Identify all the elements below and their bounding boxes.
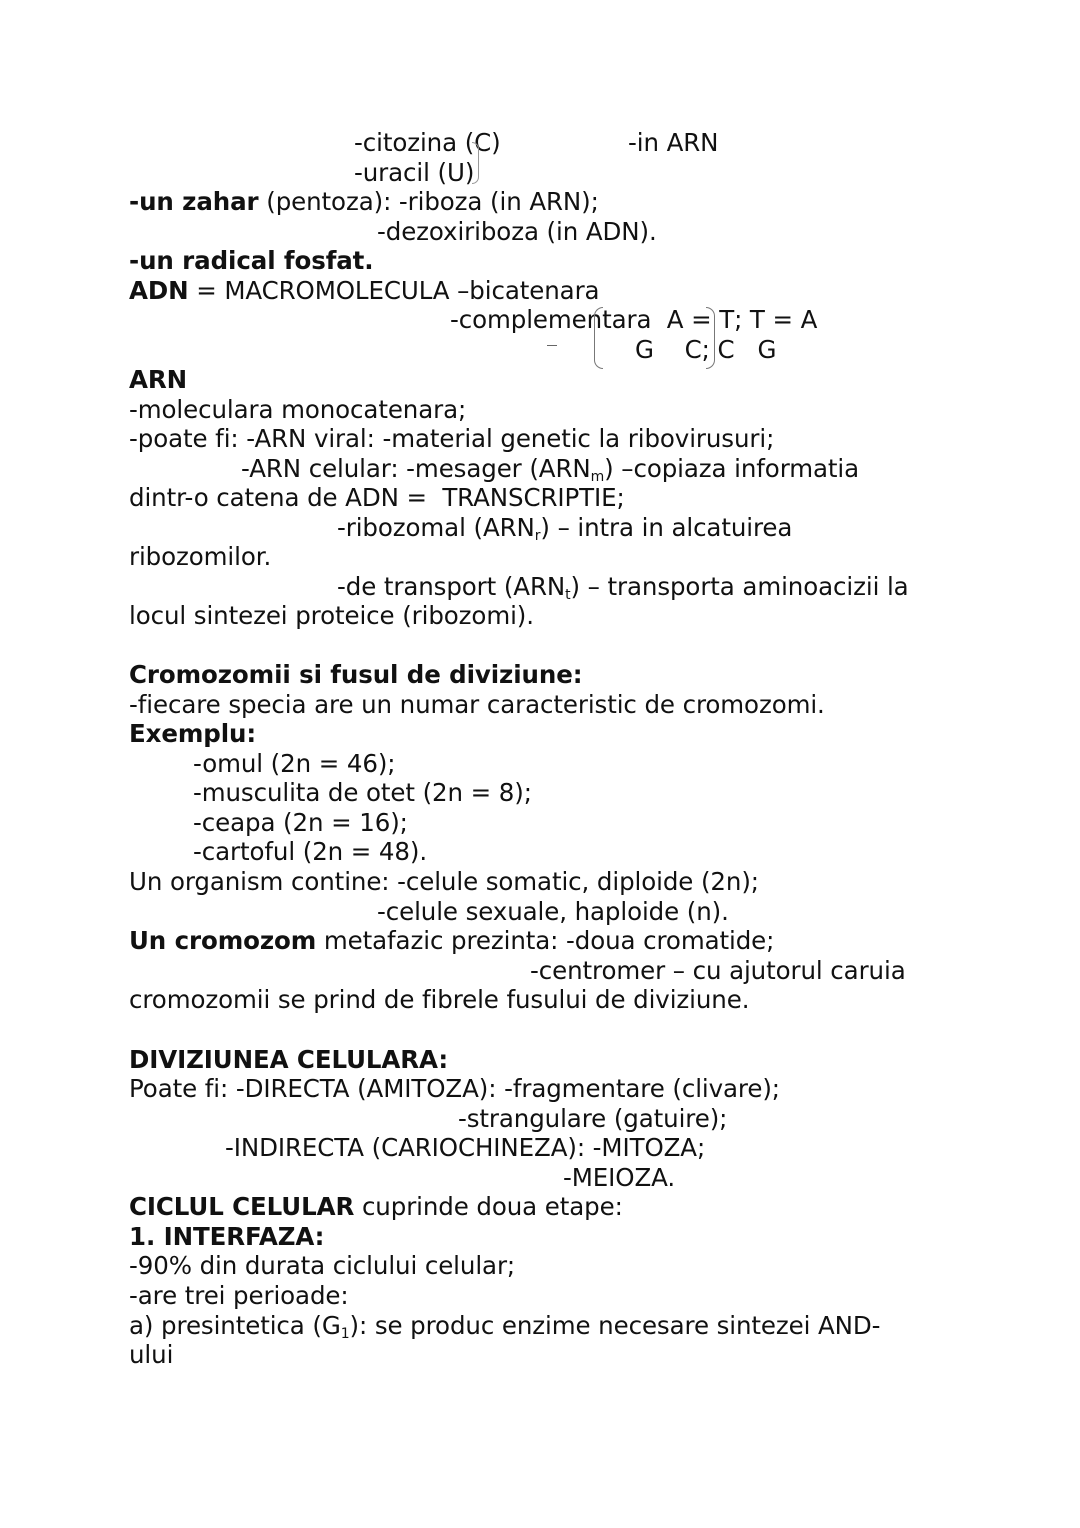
arn-ribozomal-prefix: -ribozomal (ARN (337, 513, 535, 542)
sugar-line (129, 187, 599, 217)
adn-bicatenara: = MACROMOLECULA –bicatenara (188, 276, 600, 305)
base-in-arn-label: -in ARN (628, 128, 719, 157)
adn-definition (129, 276, 599, 306)
phosphate-line: -un radical fosfat. (129, 246, 374, 275)
arn-celular-prefix: -ARN celular: -mesager (ARN (241, 454, 591, 483)
g1-suffix: ): se produc enzime necesare sintezei AND- (349, 1311, 881, 1340)
cromozom-rest: metafazic prezinta: -doua cromatide; (316, 926, 775, 955)
adn-complementara: -complementara A = T; T = A (450, 305, 818, 334)
arn-ribozomal-cont: ribozomilor. (129, 542, 272, 571)
arn-celular-suffix: ) –copiaza informatia (604, 454, 860, 483)
chromosomes-intro: -fiecare specia are un numar caracteristic de cromozomi. (129, 690, 825, 719)
arn-ribozomal-suffix: ) – intra in alcatuirea (540, 513, 793, 542)
arn-r-subscript: r (534, 528, 541, 544)
g1-line (129, 1311, 880, 1350)
arn-line-1: -moleculara monocatenara; (129, 395, 467, 424)
bracket-right (706, 307, 715, 369)
cromozom-label: Un cromozom (129, 926, 317, 955)
centromer-cont: cromozomii se prind de fibrele fusului de diviziune. (129, 985, 750, 1014)
stray-dash (547, 345, 557, 346)
cromozom-line (129, 926, 774, 956)
adn-pairs-gc: G C; C G (635, 335, 777, 364)
brace-bases (472, 142, 479, 184)
arn-celular-cont: dintr-o catena de ADN = TRANSCRIPTIE; (129, 483, 625, 512)
division-directa: Poate fi: -DIRECTA (AMITOZA): -fragmentare (clivare); (129, 1074, 780, 1103)
cell-cycle-rest: cuprinde doua etape: (354, 1192, 623, 1221)
arn-transport-suffix: ) – transporta aminoacizii la (570, 572, 909, 601)
division-heading: DIVIZIUNEA CELULARA: (129, 1045, 449, 1074)
bracket-left (594, 307, 603, 369)
cell-cycle-line (129, 1192, 623, 1222)
sugar-label: -un zahar (129, 187, 259, 216)
interfaza-line-1: -90% din durata ciclului celular; (129, 1251, 516, 1280)
example-item: -omul (2n = 46); (193, 749, 396, 778)
base-uracil: -uracil (U) (354, 158, 475, 187)
centromer-line: -centromer – cu ajutorul caruia (530, 956, 906, 985)
sugar-dezoxiriboza: -dezoxiriboza (in ADN). (377, 217, 657, 246)
arn-t-subscript: t (565, 587, 571, 603)
example-item: -musculita de otet (2n = 8); (193, 778, 532, 807)
arn-m-subscript: m (590, 469, 605, 485)
organism-line: Un organism contine: -celule somatic, diploide (2n); (129, 867, 759, 896)
example-item: -ceapa (2n = 16); (193, 808, 408, 837)
g1-subscript: 1 (340, 1326, 350, 1342)
g1-prefix: a) presintetica (G (129, 1311, 341, 1340)
interfaza-heading: 1. INTERFAZA: (129, 1222, 325, 1251)
g1-cont: ului (129, 1340, 174, 1369)
example-label: Exemplu: (129, 719, 257, 748)
division-meioza: -MEIOZA. (563, 1163, 676, 1192)
chromosomes-heading: Cromozomii si fusul de diviziune: (129, 660, 583, 689)
division-indirecta: -INDIRECTA (CARIOCHINEZA): -MITOZA; (225, 1133, 706, 1162)
arn-ribozomal (337, 513, 792, 552)
cell-cycle-label: CICLUL CELULAR (129, 1192, 355, 1221)
sugar-riboza: (pentoza): -riboza (in ARN); (258, 187, 599, 216)
example-item: -cartoful (2n = 48). (193, 837, 428, 866)
arn-transport-prefix: -de transport (ARN (337, 572, 566, 601)
division-strangulare: -strangulare (gatuire); (458, 1104, 728, 1133)
interfaza-line-2: -are trei perioade: (129, 1281, 349, 1310)
arn-transport-cont: locul sintezei proteice (ribozomi). (129, 601, 534, 630)
organism-line-2: -celule sexuale, haploide (n). (377, 897, 729, 926)
base-citozina: -citozina (C) (354, 128, 501, 157)
arn-line-2: -poate fi: -ARN viral: -material genetic la ribovirusuri; (129, 424, 775, 453)
arn-heading: ARN (129, 365, 188, 394)
adn-label: ADN (129, 276, 189, 305)
